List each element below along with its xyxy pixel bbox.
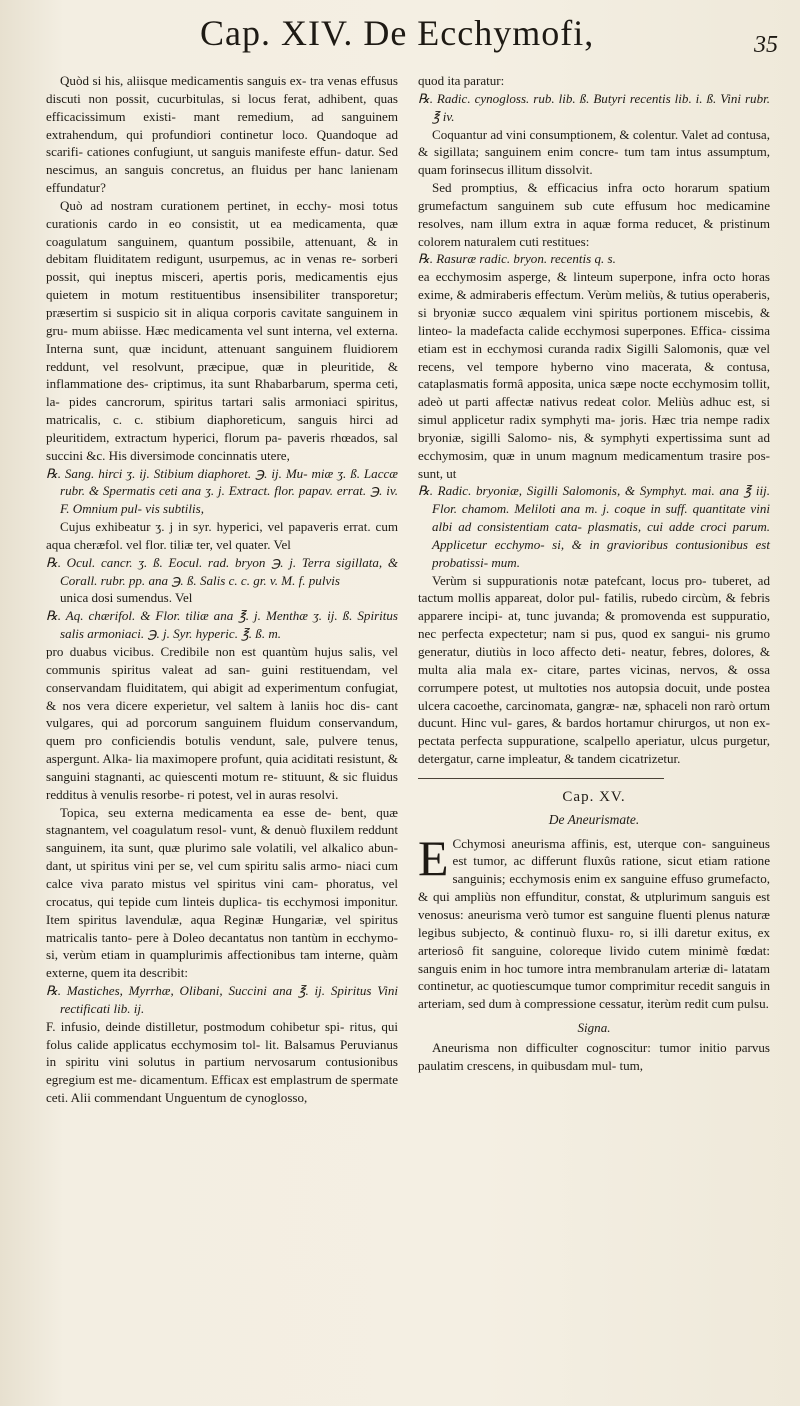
paragraph-text: Cchymosi aneurisma affinis, est, uterque con- sanguineus est tumor, ac differunt fluxûs ratione, sicut etiam ratione sanguinis; ecchymosis enim ex sanguine effuso grumefacto, & qui ampliùs non effunditur, constat, & utplurimum sanguis est venosus: aneurisma verò tumor est sanguine fluenti plenus naturæ legibus subjecto, & continuò fluxu- ro, si illi daretur exitus, ex arteriosô fit sanguine, coloreque livido cutem minimè fœdat: sanguis enim in hoc tumore intra membranulam arteriæ di- latatam continetur, ac quotiescumque tumor comprimitur recedit sanguis in arteriam, sed dum à compressione cessatur, iterùm redit cum pulsu. <box>418 835 770 1012</box>
paragraph: Quò ad nostram curationem pertinet, in ecchy- mosi totus curationis cardo in eo consistit, ut ea medicamenta, quæ coagulatum sanguinem, quantum possibile, attenuant, & in debitam fluiditatem redigunt, usurpemus, ac in venas re- sorberi possit, qui ineptus misceri, apertis poris, medicamentis ejus quietem in motum restituentibus insensibiliter transporetur; præsertim si suspicio sit in aliqua corporis cavitate sanguinem in gru- mum abiisse. Hæc medicamenta vel sunt interna, vel externa. Interna sunt, quæ incidunt, attenuant sanguinem fluidiorem reddunt, vel resolvunt, præcipue, quæ in pleuritide, & inflammatione des- criptimus, ita sunt Rhabarbarum, sperma ceti, la- pides cancrorum, spiritus tartari salis armoniaci spiritus, matricalis, c. c. stibium diaphoreticum, sanguis hirci ad pleuritidem, extractum hyperici, florum pa- paveris rhœados, sal succini &c. His diversimode concinnatis utere, <box>46 197 398 463</box>
prescription: ℞. Radic. cynogloss. rub. lib. ß. Butyri recentis lib. i. ß. Vini rubr. ℥ iv. <box>418 90 770 124</box>
paragraph: Coquantur ad vini consumptionem, & colentur. Valet ad contusa, & sigillata; sanguinem enim concre- tum tam intus assumptum, quam forinsecus illitum dissolvit. <box>418 126 770 178</box>
paragraph: Aneurisma non difficulter cognoscitur: tumor initio parvus paulatim crescens, in quibusdam mul- tum, <box>418 1039 770 1073</box>
prescription: ℞. Aq. chærifol. & Flor. tiliæ ana ℥. j. Menthæ ʒ. ij. ß. Spiritus salis armoniaci. ℈. j. Syr. hyperic. ℥. ß. m. <box>46 608 398 642</box>
page-header <box>0 0 800 70</box>
prescription: ℞. Mastiches, Myrrhæ, Olibani, Succini ana ℥. ij. Spiritus Vini rectificati lib. ij. <box>46 983 398 1016</box>
paragraph: Verùm si suppurationis notæ patefcant, locus pro- tuberet, ad tactum mollis appareat, dolor pul- fatilis, rubedo circùm, & febris apparere incipi- at, tunc juvanda; & promovenda est suppuratio, nec perfecta expectetur; nam si pus, quod ex sangui- nis grumo generatur, diutiùs in loco affecto deti- neatur, febres, dolores, & multa alia mala ex- citare, partes vicinas, nervos, & ossa corrumpere potest, ut multoties nos autopsia docuit, unde postea ulcera cacoethe, carcinomata, gangræ- næ, sphaceli non rarò ortum ducunt. Hinc vul- gares, & bardos hortamur chirurgos, ut non ex- pectata perfecta suppuratione, scalpello aperiatur, ulcus purgetur, detergatur, carne impleatur, & tandem cicatrizetur. <box>418 572 770 767</box>
chapter-heading: Cap. XV. <box>562 788 626 805</box>
prescription: ℞. Sang. hirci ʒ. ij. Stibium diaphoret. ℈. ij. Mu- miæ ʒ. ß. Laccæ rubr. & Spermatis ceti ana ʒ. j. Extract. flor. papav. errat. ℈. iv. F. Omnium pul- vis subtilis, <box>46 465 398 517</box>
left-column <box>46 72 398 1107</box>
chapter-title: De Aneurismate. <box>548 811 640 827</box>
prescription: ℞. Ocul. cancr. ʒ. ß. Eocul. rad. bryon ℈. j. Terra sigillata, & Corall. rubr. pp. ana ℈. ß. Salis c. c. gr. v. M. f. pulvis <box>46 554 398 588</box>
prescription: ℞. Radic. bryoniæ, Sigilli Salomonis, & Symphyt. mai. ana ℥ iij. Flor. chamom. Meliloti ana m. j. coque in suff. quantitate vini albi ad consistentiam cata- plasmatis, cui adde croci parum. Applicetur ecchymo- si, & in gravioribus contusionibus est probatissi- mum. <box>418 483 770 570</box>
paragraph: Sed promptius, & efficacius infra octo horarum spatium grumefactum sanguinem sub cute effusum hoc medicamine resolves, nam illum extra in aquæ forma reducet, & pristinum colorem naturalem cuti restitues: <box>418 180 770 249</box>
paragraph: ea ecchymosim asperge, & linteum superpone, infra octo horas exime, & admiraberis effectum. Verùm meliùs, & tutius operaberis, si bryoniæ succo æqualem vini spiritus portionem miscebis, & linteo- la madefacta calide ecchymosi superpones. Effica- cissima etiam est in ecchymosi curanda radix Sigilli Salomonis, quæ vel recens, vel tempore hyberno vino macerata, & contusa, cataplasmatis formâ apposita, unica sæpe nocte ecchymosim tollit, adeò ut parti affectæ nativus redeat color. Meliùs adhuc est, si simul applicetur radix symphyti ma- joris. Hæc tria nempe radix bryoniæ, sigilli Salomo- nis, & symphyti expertissima sunt ad ecchymosim, quæ in unum magnum medicamentum trasire pos- sunt, ut <box>418 269 770 481</box>
paragraph: F. infusio, deinde distilletur, postmodum cohibetur spi- ritus, qui folus calide applicatus ecchymosim tol- lit. Balsamus Peruvianus in spiritu vini solutus in partium nervosarum contusionibus egregium est me- dicamentum. Efficax est emplastrum de spermate ceti. Alii commendant Unguentum de cynoglosso, <box>46 1018 398 1106</box>
paragraph: unica dosi sumendus. Vel <box>60 590 193 606</box>
paragraph: quod ita paratur: <box>418 73 505 88</box>
signa-heading: Signa. <box>577 1020 611 1036</box>
running-head: Cap. XIV. De Ecchymofi, <box>200 13 595 53</box>
paragraph: Topica, seu externa medicamenta ea esse de- bent, quæ stagnantem, vel coagulatum resol- vunt, & denuò fluxilem reddunt sanguinem, ita sunt, quæ plurimo sale volatili, vel alkalico abun- dant, ut spiritus vini per se, vel cum spiritu salis armo- niaci cum calce viva parato mistus vel spiritus vini cam- phoratus, vel crocatus, qui tepide cum linteis duplica- tis ecchymosi imponitur. Item spiritus lavendulæ, aqua Reginæ Hungariæ, vel spiritus matricalis tanto- pere à Doleo decantatus non tantùm in ecchymo- si, verùm etiam in quamplurimis affectionibus tam interne, quàm externe, quem ita describit: <box>46 804 398 981</box>
paragraph: Cujus exhibeatur ʒ. j in syr. hyperici, vel papaveris errat. cum aqua cheræfol. vel flor. tiliæ ter, vel quater. Vel <box>46 519 398 552</box>
paragraph: Quòd si his, aliisque medicamentis sanguis ex- tra venas effusus discuti non possit, cucurbitulas, si locus ferat, adhibent, quas efficacissimum existi- mant remedium, ad sanguinem extrahendum, qui profundiori continetur loco. Quandoque ad scarifi- cationes confugiunt, ut sanguis manifeste effun- datur. Sed nescimus, an sanguis concretus, an fluidus per hanc lanienam effundatur? <box>46 73 398 196</box>
section-divider <box>418 778 664 779</box>
prescription: ℞. Rasuræ radic. bryon. recentis q. s. <box>418 251 616 267</box>
chapter-first-paragraph <box>418 829 770 1013</box>
paragraph: pro duabus vicibus. Credibile non est quantùm hujus salis, vel communis spiritus valeat ad san- guini restituendam, vel conservandam fluiditatem, qui abigit ad experimentum confugiat, & nos vera dicere experietur, vel saltem à laniis hoc dis- cant vulgares, qui ad porcorum sanguinem fluidum conservandum, quem pro conficiendis botulis vendunt, sale, pulvere tenus, aspergunt. Alka- lia maximopere profunt, quia aciditati resistunt, & sanguini stagnanti, ac quiescenti motum re- stituunt, & sic fluidus redditus à venulis resorbe- ri potest, vel in auras resolvi. <box>46 644 398 802</box>
drop-cap: E <box>418 829 449 886</box>
page-number: 35 <box>754 32 778 58</box>
right-column <box>418 72 770 1075</box>
